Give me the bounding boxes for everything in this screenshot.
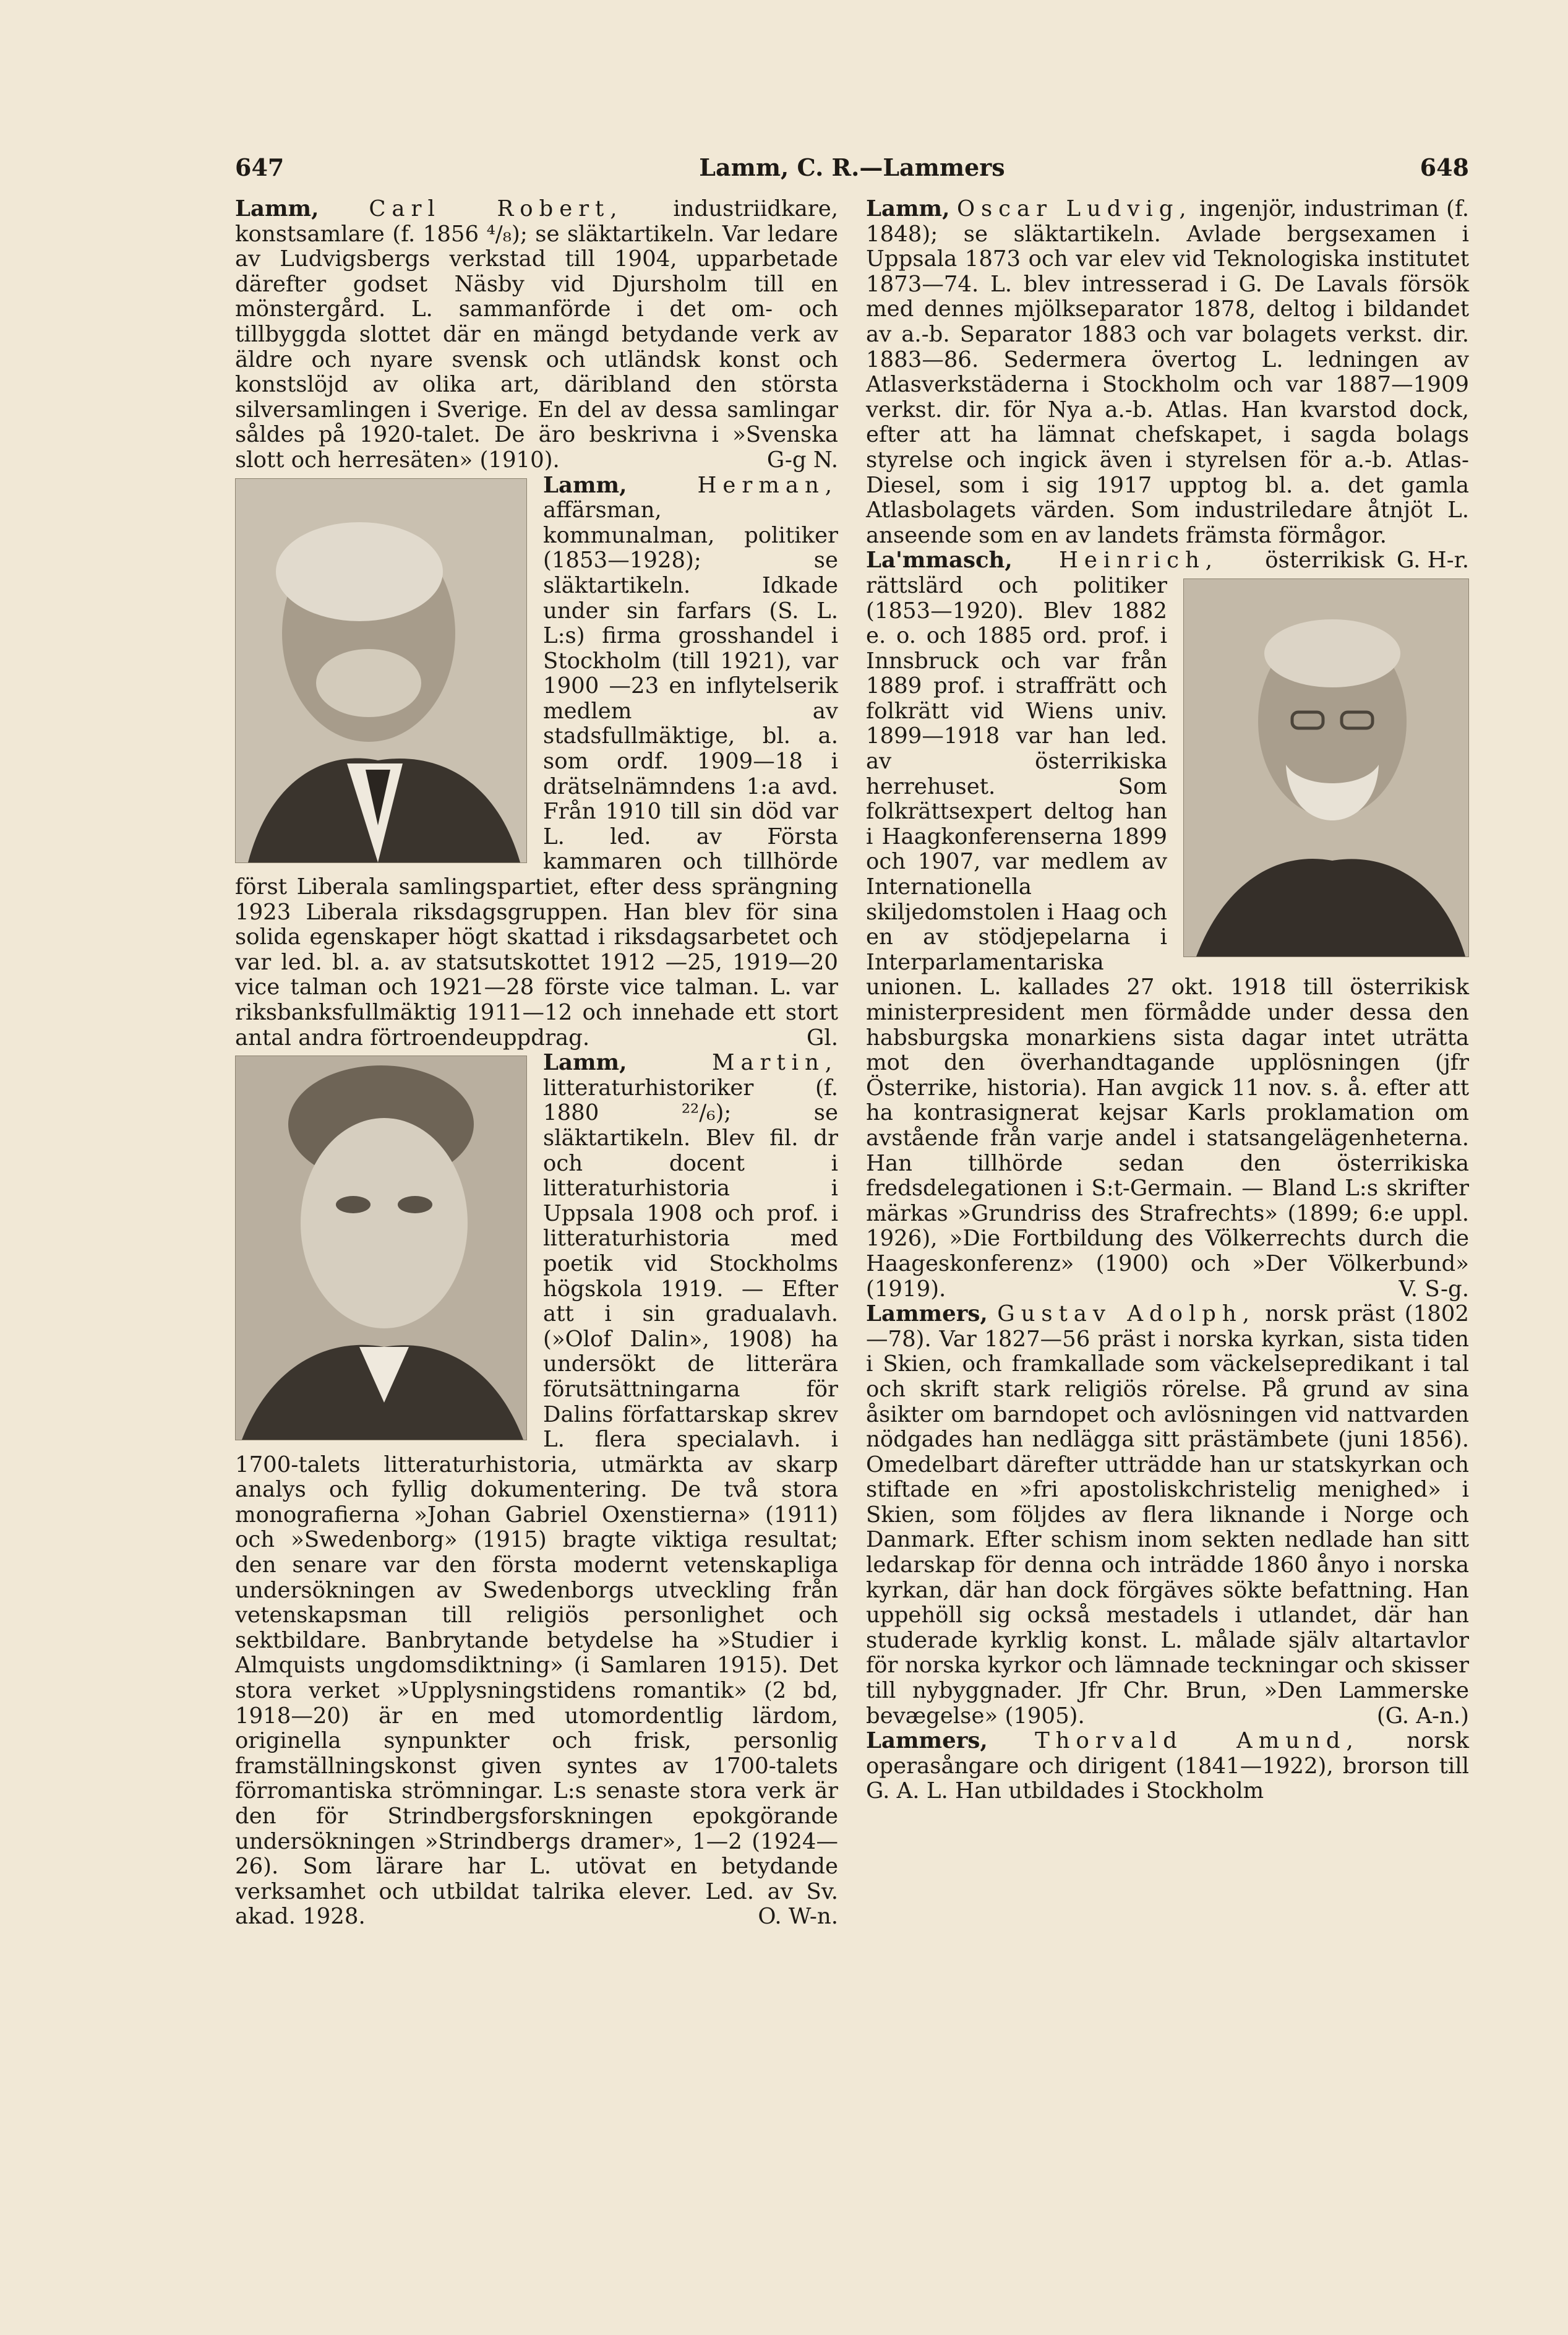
entry-signature: G. H-r.: [1397, 548, 1469, 574]
entry-text: norsk präst (1802—78). Var 1827—56 präst i norska kyrkan, sista tiden i Skien, och framkallade som väckelsepredikant i tal och skrift stark religiös rörelse. På grund av sina åsikter om barndopet och avlösningen vid nattvarden nödgades han nedlägga sitt prästämbete (juni 1856). Omedelbart därefter utträdde han ur statskyrkan och stiftade en »fri apostoliskchristelig menighed» i Skien, som följdes av flera liknande i Norge och Danmark. Efter schism inom sekten nedlade han sitt ledarskap för denna och inträdde 1860 ånyo i norska kyrkan, där han dock förgäves sökte befattning. Han uppehöll sig också mestadels i utlandet, där han studerade kyrklig konst. L. målade själv altartavlor för norska kyrkor och lämnade teckningar och skisser till nybyggnader. Jfr Chr. Brun, »Den Lammerske bevægelse» (1905).: [866, 1301, 1469, 1729]
entry-lemma: Lamm,: [866, 196, 950, 221]
entry-signature: G-g N.: [766, 447, 838, 473]
entry-given-name: Martin,: [712, 1050, 838, 1076]
entry-signature: V. S-g.: [1399, 1276, 1469, 1302]
entry-given-name: Herman,: [697, 472, 838, 498]
entry-given-name: Thorvald Amund,: [1035, 1728, 1360, 1754]
portrait-herman-lamm: [235, 478, 527, 863]
right-column: [866, 197, 1469, 1804]
entry-text: industriidkare, konstsamlare (f. 1856 ⁴/₈); se släktartikeln. Var ledare av Ludvigsbergs verkstad till 1904, upparbetade därefter godset Näsby vid Djursholm till en mönstergård. L. sammanförde i det om- och tillbyggda slottet där en mängd betydande verk av äldre och nyare svensk och utländsk konst och konstslöjd av olika art, däribland den största silversamlingen i Sverige. En del av dessa samlingar såldes på 1920-talet. De äro beskrivna i »Svenska slott och herresäten» (1910).: [235, 196, 838, 473]
entry-thorvald-amund: [866, 1729, 1469, 1804]
running-head: Lamm, C. R.—Lammers: [699, 153, 1005, 181]
portrait-heinrich-lammasch-image: [1184, 579, 1468, 957]
entry-carl-robert: [235, 197, 838, 473]
entry-herman: [235, 473, 838, 1051]
entry-lemma: Lamm,: [543, 1050, 627, 1076]
entry-given-name: Oscar Ludvig,: [956, 196, 1193, 221]
entry-text: litteraturhistoriker (f. 1880 ²²/₆); se släktartikeln. Blev fil. dr och docent i litteraturhistoria i Uppsala 1908 och prof. i litteraturhistoria med poetik vid Stockholms högskola 1919. — Efter att i sin gradualavh. (»Olof Dalin», 1908) ha undersökt de litterära förutsättningarna för Dalins författarskap skrev L. flera specialavh. i 1700-talets litteraturhistoria, utmärkta av skarp analys och fyllig dokumentering. De två stora monografierna »Johan Gabriel Oxenstierna» (1911) och »Swedenborg» (1915) bragte viktiga resultat; den senare var den första modernt vetenskapliga undersökningen av Swedenborgs utveckling från vetenskapsman till religiös personlighet och sektbildare. Banbrytande betydelse ha »Studier i Almquists ungdomsdiktning» (i Samlaren 1915). Det stora verket »Upplysningstidens romantik» (2 bd, 1918—20) är en med utomordentlig lärdom, originella synpunkter och frisk, personlig framställningskonst given syntes av 1700-talets förromantiska strömningar. L:s senaste stora verk är den för Strindbergsforskningen epokgörande undersökningen »Strindbergs dramer», 1—2 (1924—26). Som lärare har L. utövat en betydande verksamhet och utbildat talrika elever. Led. av Sv. akad. 1928.: [235, 1075, 838, 1930]
page-number-left: 647: [235, 153, 285, 181]
left-column: [235, 197, 838, 1930]
entry-lemma: Lammers,: [866, 1301, 988, 1327]
entry-signature: O. W-n.: [758, 1904, 838, 1930]
page-number-right: 648: [1420, 153, 1469, 181]
entry-lammasch: [866, 548, 1469, 1302]
portrait-martin-lamm: [235, 1056, 527, 1440]
portrait-martin-lamm-image: [236, 1056, 526, 1440]
entry-given-name: Carl Robert,: [369, 196, 623, 221]
entry-signature: (G. A-n.): [1376, 1703, 1469, 1729]
entry-given-name: Gustav Adolph,: [997, 1301, 1256, 1327]
entry-text: ingenjör, industriman (f. 1848); se släktartikeln. Avlade bergsexamen i Uppsala 1873 och var elev vid Teknologiska institutet 1873—74. L. blev intresserad i G. De Lavals försök med dennes mjölkseparator 1878, deltog i bildandet av a.-b. Separator 1883 och var bolagets verkst. dir. 1883—86. Sedermera övertog L. ledningen av Atlasverkstäderna i Stockholm och var 1887—1909 verkst. dir. för Nya a.-b. Atlas. Han kvarstod dock, efter att ha lämnat chefskapet, i sagda bolags styrelse och ingick även i styrelsen för a.-b. Atlas-Diesel, som i sig 1917 upptog bl. a. det gamla Atlasbolagets värden. Som industriledare åtnjöt L. anseende som en av landets främsta förmågor.: [866, 196, 1469, 548]
entry-text: österrikisk rättslärd och politiker (1853—1920). Blev 1882 e. o. och 1885 ord. prof. i Innsbruck och var från 1889 prof. i straffrätt och folkrätt vid Wiens univ. 1899—1918 var han led. av österrikiska herrehuset. Som folkrättsexpert deltog han i Haagkonferenserna 1899 och 1907, var medlem av Internationella skiljedomstolen i Haag och en av stödjepelarna i Interparlamentariska unionen. L. kallades 27 okt. 1918 till österrikisk ministerpresident men förmådde under dessa den habsburgska monarkiens sista dagar intet uträtta mot den överhandtagande upplösningen (jfr Österrike, historia). Han avgick 11 nov. s. å. efter att ha kontrasignerat kejsar Karls proklamation om avstående från varje andel i statsangelägenheterna. Han tillhörde sedan den österrikiska fredsdelegationen i S:t-Germain. — Bland L:s skrifter märkas »Grundriss des Strafrechts» (1899; 6:e uppl. 1926), »Die Fortbildung des Völkerrechts durch die Haageskonferenz» (1900) och »Der Völkerbund» (1919).: [866, 548, 1469, 1302]
portrait-heinrich-lammasch: [1183, 578, 1469, 957]
entry-signature: Gl.: [807, 1025, 838, 1051]
entry-gustav-adolph: [866, 1302, 1469, 1729]
portrait-herman-lamm-image: [236, 479, 526, 862]
page-header: [235, 153, 1469, 191]
entry-given-name: Heinrich,: [1058, 548, 1219, 574]
entry-lemma: Lamm,: [235, 196, 319, 221]
entry-lemma: Lammers,: [866, 1728, 988, 1754]
entry-lemma: Lamm,: [543, 472, 627, 498]
entry-text: affärsman, kommunalman, politiker (1853—1928); se släktartikeln. Idkade under sin farfars (S. L. L:s) firma grosshandel i Stockholm (till 1921), var 1900 —23 en inflytelserik medlem av stadsfullmäktige, bl. a. som ordf. 1909—18 i drätselnämndens 1:a avd. Från 1910 till sin död var L. led. av Första kammaren och tillhörde först Liberala samlingspartiet, efter dess sprängning 1923 Liberala riksdagsgruppen. Han blev för sina solida egenskaper högt skattad i riksdagsarbetet och var led. bl. a. av statsutskottet 1912 —25, 1919—20 vice talman och 1921—28 förste vice talman. L. var riksbanksfullmäktig 1911—12 och innehade ett stort antal andra förtroendeuppdrag.: [235, 497, 838, 1051]
entry-lemma: La'mmasch,: [866, 548, 1013, 574]
entry-martin: [235, 1051, 838, 1930]
entry-text: norsk operasångare och dirigent (1841—1922), brorson till G. A. L. Han utbildades i Stockholm: [866, 1728, 1469, 1804]
